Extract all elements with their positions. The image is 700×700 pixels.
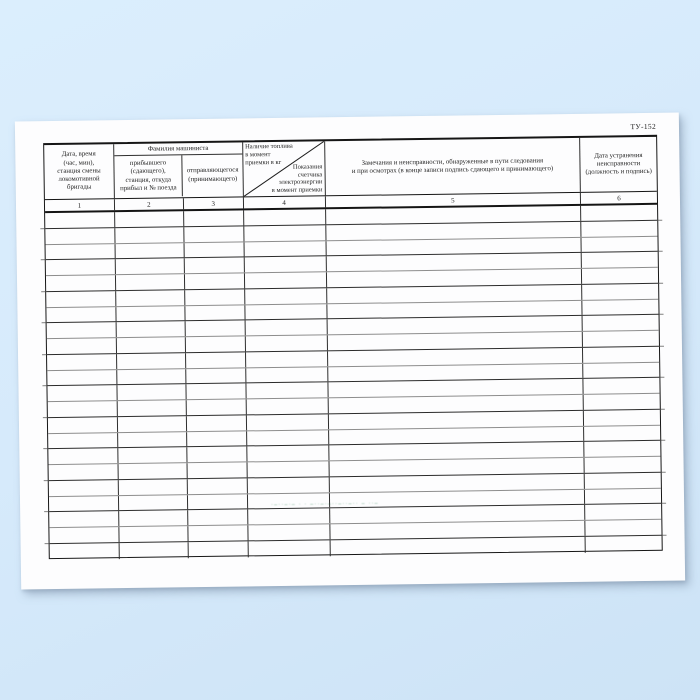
empty-cell: [117, 353, 186, 369]
column-header-6: [580, 137, 657, 192]
empty-cell: [185, 273, 245, 289]
form-code-label: ТУ-152: [630, 121, 657, 132]
empty-cell: [583, 331, 659, 347]
empty-cell: [119, 510, 188, 526]
empty-cell: [585, 488, 661, 504]
empty-cell: [187, 447, 247, 463]
empty-cell: [186, 384, 246, 400]
empty-cell: [117, 337, 186, 353]
empty-cell: [115, 227, 184, 243]
empty-cell: [246, 398, 328, 414]
column-header-4-bottom-text: Показания счетчика электроэнергии в момент приемки: [271, 163, 323, 195]
empty-cell: [48, 417, 118, 433]
empty-cell: [244, 241, 326, 257]
empty-cell: [187, 462, 247, 478]
empty-cell: [184, 242, 244, 258]
empty-cell: [49, 464, 119, 480]
empty-cell: [584, 410, 660, 426]
empty-cell: [116, 321, 185, 337]
empty-cell: [47, 354, 117, 370]
column-header-2-text: прибывшего (сдающего), станция, откуда прибыл и № поезда: [120, 159, 177, 192]
empty-cell: [47, 338, 117, 354]
column-number-6: 6: [617, 193, 621, 202]
empty-cell: [46, 244, 116, 260]
empty-cell: [583, 347, 659, 363]
column-number-2: 2: [115, 198, 184, 210]
empty-cell: [185, 305, 245, 321]
empty-cell: [247, 414, 329, 430]
empty-cell: [585, 504, 661, 520]
empty-cell: [585, 473, 661, 489]
column-number-1: 1: [45, 199, 115, 211]
empty-cell: [119, 479, 188, 495]
empty-cell: [46, 259, 116, 275]
empty-cell: [246, 383, 328, 399]
scanned-form-page: [15, 113, 685, 590]
empty-cell: [45, 212, 115, 228]
empty-cell: [583, 362, 659, 378]
column-number-4: 4: [244, 196, 326, 208]
empty-cell: [187, 431, 247, 447]
empty-cell: [48, 401, 118, 417]
group-header-driver-name: Фамилия машиниста: [114, 142, 242, 156]
empty-cell: [247, 446, 329, 462]
empty-cell: [330, 537, 586, 556]
empty-cell: [116, 274, 185, 290]
empty-cell: [583, 315, 659, 331]
empty-cell: [48, 448, 118, 464]
empty-cell: [184, 226, 244, 242]
empty-cell: [186, 352, 246, 368]
empty-cell: [117, 369, 186, 385]
empty-cell: [118, 432, 187, 448]
column-header-5-text: Замечания и неисправности, обнаруженные в пути следования и при осмотрах (в конце записи подпись сдающего и принимающего): [351, 157, 554, 175]
empty-cell: [188, 494, 248, 510]
empty-cell: [246, 351, 328, 367]
empty-cell: [48, 433, 118, 449]
empty-cell: [245, 320, 327, 336]
empty-cell: [582, 284, 658, 300]
empty-cell: [116, 290, 185, 306]
empty-cell: [119, 495, 188, 511]
empty-cell: [582, 299, 658, 315]
column-header-3: [183, 154, 243, 196]
column-header-5: [325, 138, 581, 195]
empty-cell: [185, 289, 245, 305]
empty-cell: [581, 205, 657, 221]
column-number-5: 5: [325, 193, 581, 207]
empty-cell: [45, 228, 115, 244]
empty-cell: [47, 370, 117, 386]
column-header-4-top-text: Наличие топлива в момент приемки в кг: [245, 142, 293, 167]
empty-cell: [245, 304, 327, 320]
empty-cell: [584, 394, 660, 410]
empty-cell: [185, 258, 245, 274]
empty-cell: [46, 307, 116, 323]
empty-cell: [188, 525, 248, 541]
empty-cell: [584, 378, 660, 394]
empty-cell: [46, 291, 116, 307]
empty-cell: [49, 496, 119, 512]
empty-cell: [585, 520, 661, 536]
empty-cell: [187, 415, 247, 431]
empty-cell: [47, 322, 117, 338]
column-number-3: 3: [184, 197, 244, 209]
empty-cell: [244, 209, 326, 225]
column-header-1-text: Дата, время (час, мин), станция смены локомотивной бригады: [57, 150, 101, 192]
empty-cell: [186, 336, 246, 352]
empty-cell: [581, 221, 657, 237]
empty-cell: [247, 430, 329, 446]
empty-cell: [115, 211, 184, 227]
empty-cell: [584, 441, 660, 457]
empty-cell: [49, 511, 119, 527]
empty-cell: [586, 536, 662, 553]
empty-cell: [247, 477, 329, 493]
empty-cell: [246, 367, 328, 383]
empty-cell: [118, 463, 187, 479]
empty-cell: [119, 542, 188, 559]
watermark: ·–··–·– · · –··–·–··–··–·· – ··–: [271, 500, 379, 509]
column-header-group-2-3: [114, 142, 244, 198]
empty-cell: [585, 457, 661, 473]
empty-cell: [244, 257, 326, 273]
empty-cell: [248, 524, 330, 540]
empty-cell: [244, 225, 326, 241]
column-header-6-text: Дата устранения неисправности (должность и подпись): [585, 151, 652, 176]
empty-cell: [582, 236, 658, 252]
empty-cell: [50, 543, 120, 560]
empty-cell: [247, 461, 329, 477]
empty-cell: [118, 447, 187, 463]
column-header-3-text: отправляющегося (принимающего): [186, 166, 239, 183]
empty-cell: [186, 368, 246, 384]
empty-cell: [49, 480, 119, 496]
empty-cell: [188, 510, 248, 526]
empty-cell: [119, 526, 188, 542]
empty-cell: [117, 384, 186, 400]
empty-cell: [188, 478, 248, 494]
empty-cell: [582, 252, 658, 268]
empty-cell: [184, 210, 244, 226]
empty-cell: [186, 399, 246, 415]
empty-cell: [245, 335, 327, 351]
column-header-2: [114, 155, 183, 197]
empty-cell: [115, 243, 184, 259]
column-header-1: [44, 144, 115, 199]
empty-cell: [116, 258, 185, 274]
empty-cell: [46, 275, 116, 291]
empty-cell: [248, 540, 330, 557]
empty-cell: [584, 425, 660, 441]
empty-cell: [116, 306, 185, 322]
empty-cell: [188, 541, 248, 558]
empty-cell: [185, 321, 245, 337]
empty-cell: [49, 527, 119, 543]
empty-cell: [582, 268, 658, 284]
table-header-row: [44, 137, 657, 200]
empty-cell: [118, 416, 187, 432]
empty-cell: [118, 400, 187, 416]
empty-cell: [248, 509, 330, 525]
empty-cell: [47, 385, 117, 401]
form-table: [43, 135, 663, 559]
empty-cell: [245, 288, 327, 304]
empty-cell: [245, 272, 327, 288]
column-header-4: [243, 141, 326, 196]
